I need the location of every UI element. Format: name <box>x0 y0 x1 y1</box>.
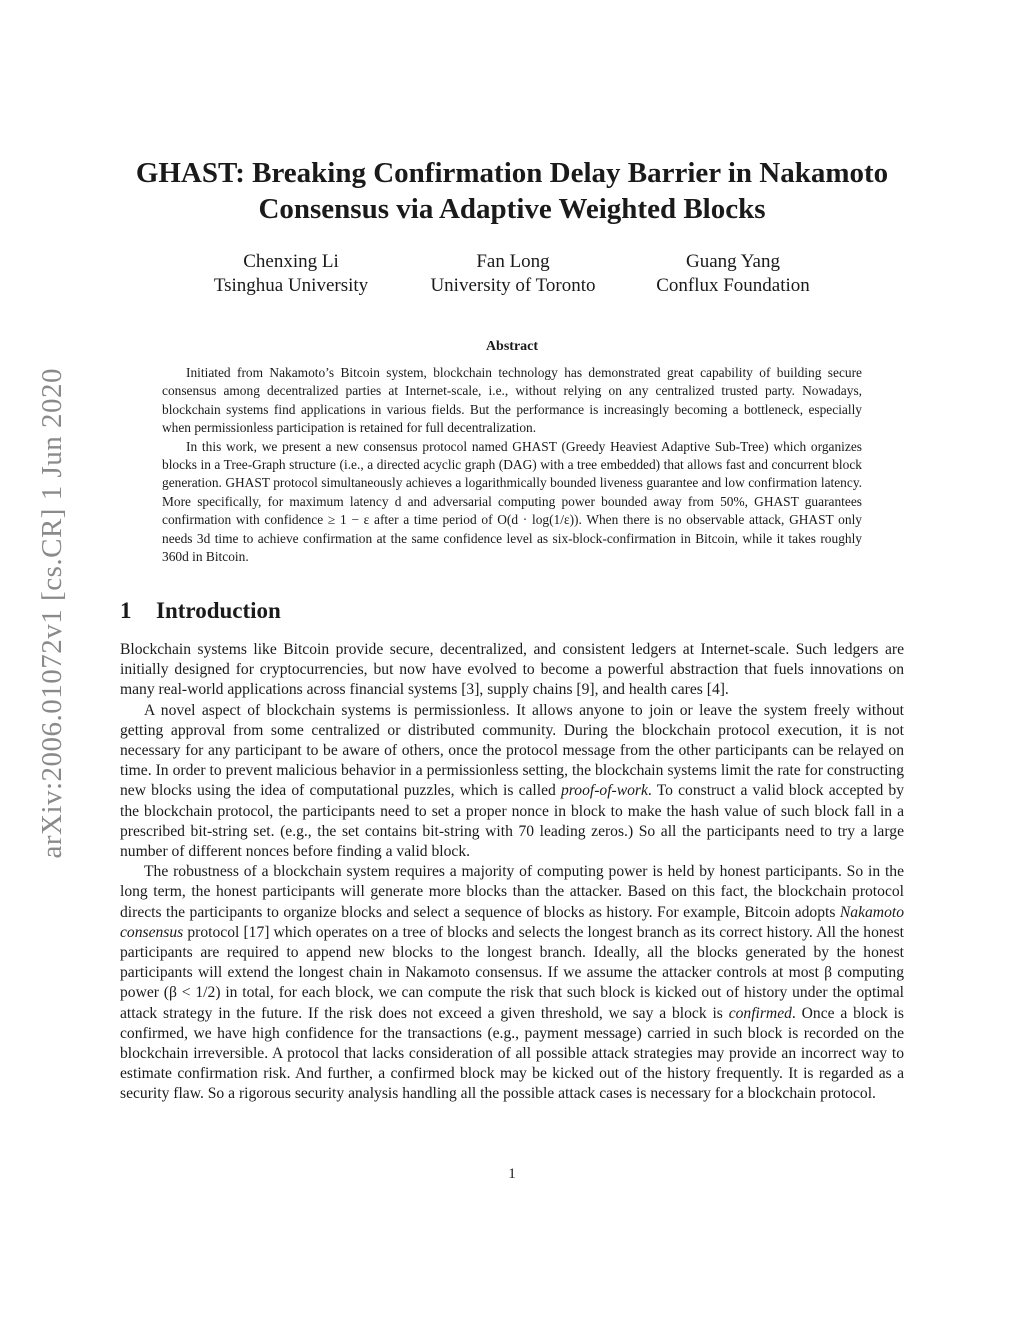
author-affiliation: Conflux Foundation <box>656 275 810 296</box>
text-run: A novel aspect of blockchain systems is permissionless. It allows anyone to join or leave the system freely without getting approval from some centralized or distributed community. During the blockchain protocol execution, it is not necessary for any participant to be aware of others, once the protocol message from the other participants can be relayed on time. In order to prevent malicious behavior in a permissionless setting, the blockchain systems limit the rate for constructing new blocks using the idea of computational puzzles, which is called <box>120 701 904 800</box>
author-block <box>200 250 382 298</box>
title-line-1: GHAST: Breaking Confirmation Delay Barrier in Nakamoto <box>135 157 889 189</box>
author-affiliation: Tsinghua University <box>213 275 369 296</box>
author-block <box>640 250 826 298</box>
author-name: Guang Yang <box>686 251 780 272</box>
abstract <box>162 364 862 566</box>
abstract-paragraph: In this work, we present a new consensus protocol named GHAST (Greedy Heaviest Adaptive Sub-Tree) which organizes blocks in a Tree-Graph structure (i.e., a directed acyclic graph (DAG) with a tree embedded) that allows fast and concurrent block generation. GHAST protocol simultaneously achieves a logarithmically bounded liveness guarantee and low confirmation latency. More specifically, for maximum latency d and adversarial computing power bounded away from 50%, GHAST guarantees confirmation with confidence ≥ 1 − ε after a time period of O(d · log(1/ε)). When there is no observable attack, GHAST only needs 3d time to achieve confirmation at the same confidence level as six-block-confirmation in Bitcoin, while it takes roughly 360d in Bitcoin. <box>162 438 862 565</box>
text-run: protocol [17] which operates on a tree of blocks and selects the longest branch as its correct history. All the honest participants are required to append new blocks to the longest branch. Ideally, all the blocks generated by the honest participants will extend the longest chain in Nakamoto consensus. If we assume the attacker controls at most β computing power (β < 1/2) in total, for each block, we can compute the risk that such block is kicked out of history under the optimal attack strategy in the future. If the risk does not exceed a given threshold, we say a block is <box>120 923 904 1022</box>
abstract-paragraph: Initiated from Nakamoto’s Bitcoin system, blockchain technology has demonstrated great capability of building secure consensus among decentralized parties at Internet-scale, i.e., without relying on any centralized trusted party. Nowadays, blockchain systems find applications in various fields. But the performance is increasingly becoming a bottleneck, especially when permissionless participation is retained for full decentralization. <box>162 365 862 436</box>
page-number: 1 <box>508 1166 516 1182</box>
text-run: . To construct a valid block accepted by the blockchain protocol, the participants need to set a proper nonce in block to make the hash value of such block fall in a prescribed bit-string set. (e.g., the set contains bit-string with 70 leading zeros.) So all the participants need to try a large number of different nonces before finding a valid block. <box>120 782 905 861</box>
section-number: 1 <box>120 598 132 623</box>
emphasis-term: proof-of-work <box>561 782 648 800</box>
text-run: The robustness of a blockchain system requires a majority of computing power is held by honest participants. So in the long term, the honest participants will generate more blocks than the attacker. Based on this fact, the blockchain protocol directs the participants to organize blocks and select a sequence of blocks as history. For example, Bitcoin adopts <box>120 863 904 921</box>
author-block <box>418 250 608 298</box>
body-paragraph <box>120 862 904 1104</box>
introduction-body <box>120 640 904 1105</box>
title-line-2: Consensus via Adaptive Weighted Blocks <box>258 193 766 225</box>
emphasis-term: confirmed <box>728 1004 792 1022</box>
body-paragraph: Blockchain systems like Bitcoin provide secure, decentralized, and consistent ledgers at Internet-scale. Such ledgers are initially designed for cryptocurrencies, but now have evolved to become a powerful abstraction that fuels innovations on many real-world applications across financial systems [3], supply chains [9], and health cares [4]. <box>120 641 904 699</box>
abstract-heading: Abstract <box>485 339 539 354</box>
arxiv-identifier: arXiv:2006.01072v1 [cs.CR] 1 Jun 2020 <box>36 368 68 859</box>
section-title: Introduction <box>156 598 281 623</box>
body-paragraph <box>120 701 904 863</box>
emphasis-term: Nakamoto consensus <box>120 903 904 941</box>
paper-title <box>120 155 904 227</box>
author-affiliation: University of Toronto <box>430 275 596 296</box>
section-heading <box>120 596 281 626</box>
author-name: Fan Long <box>476 251 550 272</box>
author-name: Chenxing Li <box>243 251 339 272</box>
text-run: . Once a block is confirmed, we have high confidence for the transactions (e.g., payment message) carried in such block is recorded on the blockchain irreversible. A protocol that lacks consideration of all possible attack strategies may provide an incorrect way to estimate confirmation risk. And further, a confirmed block may be kicked out of the history frequently. It is regarded as a security flaw. So a rigorous security analysis handling all the possible attack cases is necessary for a blockchain protocol. <box>120 1004 904 1103</box>
